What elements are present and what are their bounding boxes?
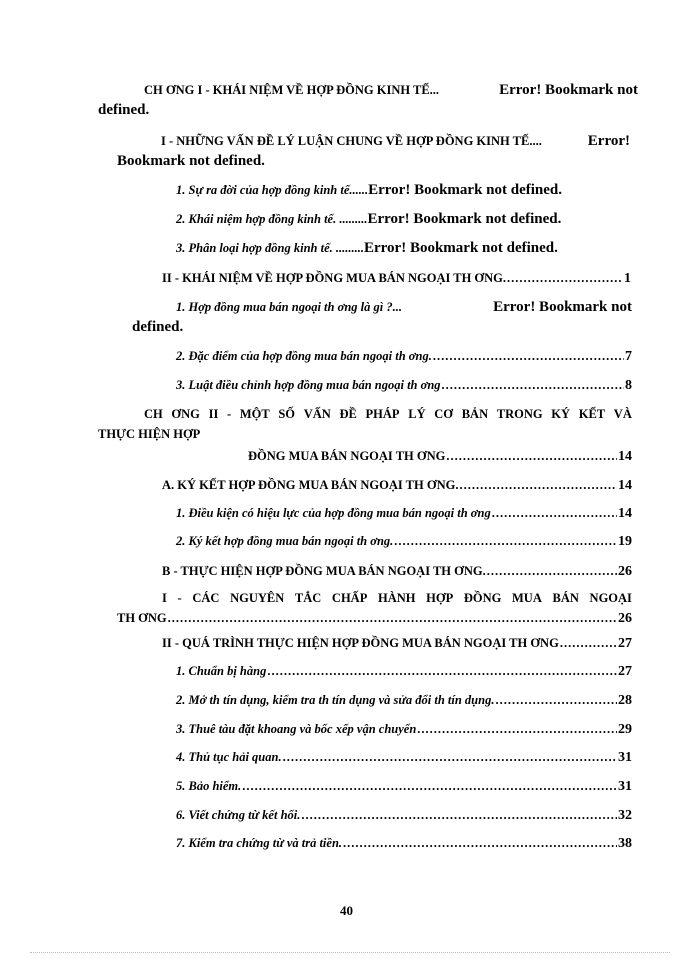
toc-entry-label: TH ƠNG [117,611,167,625]
toc-entry-section-1 [117,131,630,171]
toc-entry-label: 1. Điều kiện có hiệu lực của hợp đồng mua bán ngoại th ơng [176,506,491,520]
toc-word: I [162,591,167,605]
toc-word: KÝ [551,407,571,421]
toc-entry-1-1 [176,180,631,200]
toc-entry-label: II - QUÁ TRÌNH THỰC HIỆN HỢP ĐỒNG MUA BÁN NGOẠI TH ƠNG [162,636,559,650]
toc-page-number: 26 [618,611,632,626]
toc-word: HÀNH [377,591,416,605]
toc-word: PHÁP [365,407,400,421]
toc-entry-2-3 [176,375,632,396]
toc-page-number: 31 [618,779,632,794]
toc-entry-label: B - THỰC HIỆN HỢP ĐỒNG MUA BÁN NGOẠI TH ƠNG. [162,564,486,578]
toc-word: BÁN [552,591,579,605]
toc-word: ƠNG [171,407,200,421]
toc-entry-label: 2. Ký kết hợp đồng mua bán ngoại th ơng. [176,534,394,548]
toc-page-number: 29 [618,722,632,737]
toc-page-number: 28 [618,693,632,708]
toc-word: HỢP [426,591,454,605]
toc-error-text: Bookmark not defined. [117,153,265,169]
toc-error-text: Error! Bookmark not defined. [368,182,563,198]
toc-word: CH [144,407,163,421]
toc-page-number: 38 [618,836,632,851]
toc-entry-2-1 [132,297,632,337]
toc-leader-dots [168,608,617,628]
toc-word: MỘT [239,407,270,421]
toc-entry-label: 4. Thủ tục hải quan. [176,750,282,764]
toc-page-number: 14 [618,506,632,521]
toc-leader-dots [417,719,617,739]
toc-page-number: 27 [618,664,632,679]
toc-entry-label: 1. Hợp đồng mua bán ngoại th ơng là gì ?... [176,300,402,314]
toc-leader-dots [267,661,617,681]
toc-word: MUA [512,591,542,605]
toc-leader-dots [242,776,617,796]
page-bottom-divider [30,952,670,953]
toc-entry-label: ĐỒNG MUA BÁN NGOẠI TH ƠNG [248,449,446,463]
toc-entry-label: CH ƠNG I - KHÁI NIỆM VỀ HỢP ĐỒNG KINH TẾ... [144,83,440,97]
toc-entry-label: I - NHỮNG VẤN ĐỀ LÝ LUẬN CHUNG VỀ HỢP ĐỒNG KINH TẾ.... [161,134,542,148]
toc-entry-label: 1. Sự ra đời của hợp đồng kinh tế...... [176,183,369,197]
toc-leader-dots [343,833,617,853]
toc-leader-dots [459,475,617,495]
toc-leader-dots [442,375,624,395]
toc-heading-line [98,404,632,424]
toc-entry-chapter-2-cont [248,446,632,467]
toc-entry-section-b [162,561,632,582]
toc-word: CHẤP [331,591,368,605]
toc-entry-1-2 [176,209,631,229]
page-number: 40 [340,903,353,918]
toc-word: VÀ [613,407,632,421]
toc-error-text: defined. [98,102,150,118]
toc-entry-b2-1 [176,661,632,682]
toc-leader-dots [492,503,617,523]
toc-page-number: 8 [625,378,632,393]
toc-page-number: 31 [618,750,632,765]
toc-leader-dots [507,268,623,288]
toc-leader-dots [283,747,617,767]
toc-leader-dots [433,346,624,366]
toc-leader-dots [495,690,617,710]
toc-leader-dots [394,531,617,551]
toc-leader-dots [446,446,617,466]
toc-word: BẢN [461,407,489,421]
toc-leader-dots [487,561,617,581]
toc-entry-a-2 [176,531,632,552]
toc-entry-label: II - KHÁI NIỆM VỀ HỢP ĐỒNG MUA BÁN NGOẠI TH ƠNG. [162,271,507,285]
toc-word: TRONG [496,407,543,421]
toc-word: SỐ [278,407,296,421]
toc-entry-chapter-1 [98,80,638,120]
toc-word: - [177,591,182,605]
toc-entry-b-1-cont [117,608,632,629]
toc-entry-label: 3. Luật điều chỉnh hợp đồng mua bán ngoại th ơng [176,378,441,392]
toc-entry-b2-5 [176,776,632,797]
toc-word: NGOẠI [589,591,632,605]
toc-error-text: Error! Bookmark not defined. [367,211,562,227]
toc-entry-b2-7 [176,833,632,854]
toc-page-number: 27 [618,636,632,651]
toc-word: CƠ [434,407,454,421]
toc-heading-line [117,588,632,608]
toc-word: CÁC [192,591,220,605]
toc-word: VẤN [303,407,331,421]
toc-word: - [226,407,232,421]
toc-entry-section-a [162,475,632,496]
toc-entry-a-1 [176,503,632,524]
toc-entry-1-3 [176,238,631,258]
toc-entry-label: A. KÝ KẾT HỢP ĐỒNG MUA BÁN NGOẠI TH ƠNG. [162,478,459,492]
toc-entry-2-2 [176,346,632,367]
toc-entry-label: 2. Khái niệm hợp đồng kinh tế. ......... [176,212,368,226]
toc-entry-label: 5. Bảo hiểm. [176,779,242,793]
toc-entry-chapter-2 [98,404,632,444]
toc-error-text: Error! Bookmark not [499,82,638,98]
toc-entry-label: 3. Phân loại hợp đồng kinh tế. ......... [176,241,364,255]
toc-entry-label: 2. Mở th tín dụng, kiểm tra th tín dụng và sửa đổi th tín dụng. [176,693,495,707]
toc-error-text: Error! Bookmark not [493,299,632,315]
toc-word: KẾT [578,407,606,421]
toc-entry-b2-2 [176,690,632,711]
toc-entry-section-b-2 [162,633,632,654]
toc-page-number: 14 [618,478,632,493]
toc-entry-label: 7. Kiểm tra chứng từ và trả tiền. [176,836,343,850]
toc-entry-b-1 [117,588,632,629]
toc-page-number: 14 [618,449,632,464]
toc-entry-label: 2. Đặc điểm của hợp đồng mua bán ngoại th ơng. [176,349,432,363]
toc-entry-b2-3 [176,719,632,740]
toc-error-text: Error! Bookmark not defined. [364,240,558,256]
toc-entry-label: 6. Viết chứng từ kết hối. [176,808,301,822]
toc-error-text: defined. [132,319,184,335]
toc-word: ĐỀ [339,407,357,421]
toc-heading-line: THỰC HIỆN HỢP [98,427,201,441]
toc-entry-label: 3. Thuê tàu đặt khoang và bốc xếp vận chuyển [176,722,417,736]
toc-word: ĐỒNG [463,591,502,605]
toc-page-number: 7 [625,349,632,364]
toc-page-number: 19 [618,534,632,549]
toc-entry-b2-4 [176,747,632,768]
toc-leader-dots [301,805,617,825]
toc-page-number: 26 [618,564,632,579]
toc-entry-label: 1. Chuẩn bị hàng [176,664,267,678]
toc-page-number: 32 [618,808,632,823]
toc-entry-section-2 [162,268,631,289]
toc-entry-b2-6 [176,805,632,826]
toc-word: LÝ [408,407,426,421]
toc-word: TẮC [294,591,322,605]
toc-page-number: 1 [624,271,631,286]
toc-word: NGUYÊN [230,591,285,605]
toc-leader-dots [560,633,617,653]
toc-word: II [208,407,219,421]
toc-error-text: Error! [587,133,630,149]
